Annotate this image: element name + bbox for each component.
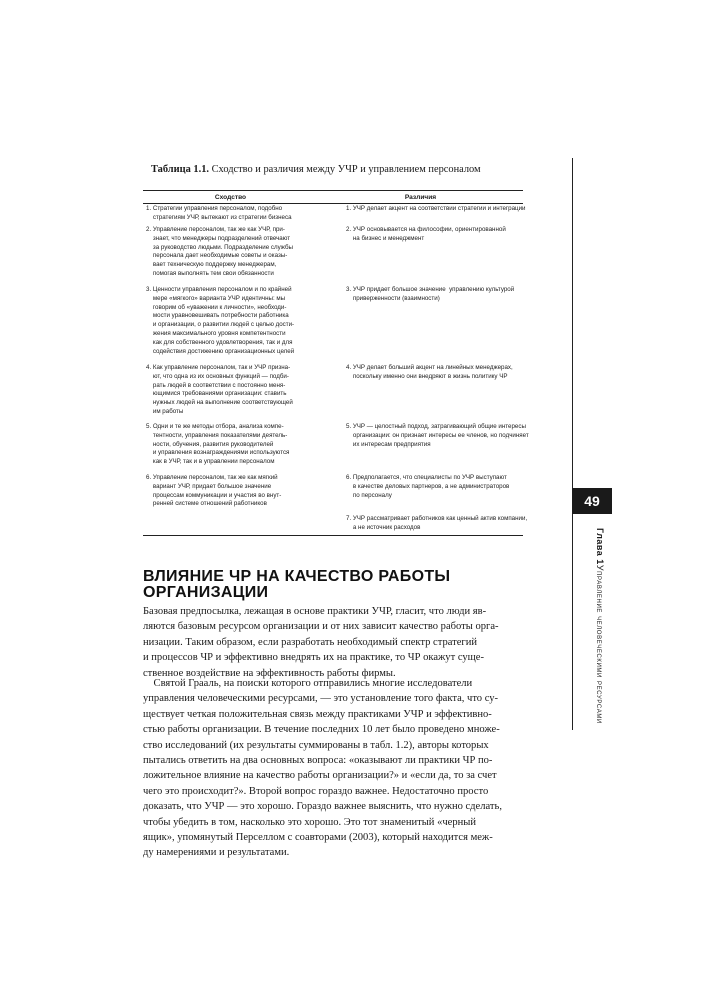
difference-cell: 6. Предполагается, что специалисты по УЧР выступают в качестве деловых партнеров, а не администраторов по персоналу	[346, 474, 510, 499]
table-row	[143, 286, 523, 356]
table-row	[143, 364, 523, 417]
body-paragraph: Базовая предпосылка, лежащая в основе практики УЧР, гласит, что люди яв- ляются базовым ресурсом организации и от них зависит качество работы орга- низации. Таким образом, если разработать необходимый спектр стратегий и процессов ЧР и эффективно внедрять их на практике, то ЧР окажут суще- ственное воздействие на эффективность работы фирмы.	[143, 606, 499, 679]
margin-rule	[572, 158, 573, 730]
similarity-cell: 3. Ценности управления персоналом и по крайней мере «мягкого» варианта УЧР идентичны: мы говорим об «уважении к личности», необходи- мости уравновешивать потребности работника и организации, о развитии людей с целью дости- жения максимального уровня компетентности как для собственного удовлетворения, так и для содействия достижению организационных целей	[146, 286, 295, 355]
table-caption-text: Сходство и различия между УЧР и управлением персоналом	[209, 164, 481, 175]
difference-cell: 4. УЧР делает больший акцент на линейных менеджерах, поскольку именно они внедряют в жизнь политику ЧР	[346, 364, 513, 380]
comparison-table	[143, 190, 529, 531]
table-caption	[151, 163, 551, 177]
similarity-cell	[143, 515, 318, 533]
similarity-cell: 6. Управление персоналом, так же как мягкий вариант УЧР, придает большое значение процессам коммуникации и участия во внут- ренней системе отношений работников	[146, 474, 282, 508]
column-header-similarity: Сходство	[214, 193, 247, 201]
page-number: 49	[584, 493, 600, 509]
table-row	[143, 515, 528, 533]
section-heading-line: ОРГАНИЗАЦИИ	[143, 584, 269, 601]
section-heading	[143, 569, 543, 601]
table-row	[143, 205, 526, 223]
chapter-label: Глава 1	[595, 528, 605, 565]
similarity-cell: 5. Одни и те же методы отбора, анализа компе- тентности, управления показателями деятель- ности, обучения, развития руководителей и управления вознаграждениями используются как в УЧР, так и в управлении персоналом	[146, 423, 290, 466]
difference-cell: 5. УЧР — целостный подход, затрагивающий общие интересы организации: он признает интересы ее членов, но подчиняет их интересам предприятия	[346, 423, 529, 448]
table-header-rule	[143, 203, 523, 204]
difference-cell: 1. УЧР делает акцент на соответствии стратегии и интеграции	[346, 205, 526, 212]
chapter-title: Управление человеческими ресурсами	[595, 564, 605, 724]
similarity-cell: 2. Управление персоналом, так же как УЧР, при- знает, что менеджеры подразделений отвечают за руководство людьми. Подразделение службы персонала дает необходимые советы и оказы- вает техническую поддержку менеджерам, помогая выполнять тем свои обязанности	[146, 226, 293, 277]
difference-cell: 7. УЧР рассматривает работников как ценный актив компании, а не источник расходов	[346, 515, 528, 531]
running-header	[590, 528, 606, 758]
column-header-differences: Различия	[404, 193, 437, 201]
table-row	[143, 423, 529, 467]
difference-cell: 2. УЧР основывается на философии, ориентированной на бизнес и менеджмент	[346, 226, 506, 242]
page-number-tab	[572, 488, 612, 514]
table-bottom-rule	[143, 535, 523, 536]
table-caption-label: Таблица 1.1.	[151, 164, 209, 175]
body-paragraph: Святой Грааль, на поиски которого отправились многие исследователи управления человеческими ресурсами, — это установление того факта, что су- ществует четкая положительная связь между практиками УЧР и эффективно- стью работы организации. В течение последних 10 лет было проведено множе- ство исследований (их результаты суммированы в табл. 1.2), авторы которых пытались ответить на два основных вопроса: «оказывают ли практики ЧР по- ложительное влияние на качество работы организации?» и «если да, то за счет чего это происходит?». Второй вопрос гораздо важнее. Недостаточно просто доказать, что УЧР — это хорошо. Гораздо важнее выяснить, что нужно сделать, чтобы убедить в том, насколько это хорошо. Это тот знаменитый «черный ящик», упомянутый Перселлом с соавторами (2003), который находится меж- ду намерениями и результатами.	[143, 678, 502, 859]
table-row	[143, 226, 523, 279]
table-row	[143, 474, 523, 509]
table-header	[143, 191, 523, 203]
difference-cell: 3. УЧР придает большое значение управлению культурой приверженности (взаимности)	[346, 286, 515, 302]
similarity-cell: 4. Как управление персоналом, так и УЧР призна- ют, что одна из их основных функций — подби- рать людей в соответствии с постоянно меня- ющимися требованиями организации: ставить нужных людей на выполнение соответствующей им работы	[146, 364, 293, 415]
section-heading-line: ВЛИЯНИЕ ЧР НА КАЧЕСТВО РАБОТЫ	[143, 568, 451, 585]
similarity-cell: 1. Стратегии управления персоналом, подобно стратегиям УЧР, вытекают из стратегии бизнеса	[146, 205, 292, 221]
